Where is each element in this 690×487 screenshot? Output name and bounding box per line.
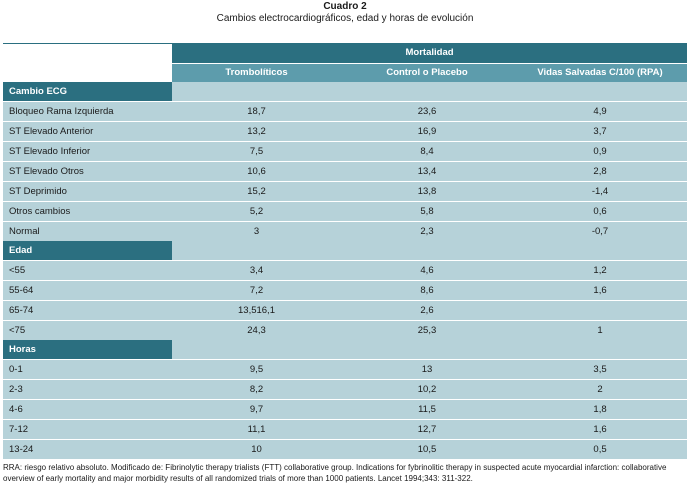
table-row <box>3 360 687 380</box>
row-label: ST Elevado Anterior <box>3 122 172 142</box>
row-label: 7-12 <box>3 420 172 440</box>
table-cell: -0,7 <box>513 222 687 242</box>
table-subtitle: Cambios electrocardiográficos, edad y horas de evolución <box>216 13 474 24</box>
table-cell: 13,2 <box>172 122 341 142</box>
table-cell: 10,5 <box>341 440 513 460</box>
table-cell: 1 <box>513 321 687 341</box>
table-cell: 10,6 <box>172 162 341 182</box>
table-cell: 8,4 <box>341 142 513 162</box>
table-cell: 3,5 <box>513 360 687 380</box>
table-row <box>3 162 687 182</box>
table-cell: 13,8 <box>341 182 513 202</box>
mortality-header: Mortalidad <box>172 44 687 63</box>
section-title: Cambio ECG <box>3 82 172 102</box>
row-label: <75 <box>3 321 172 341</box>
table-cell: 1,6 <box>513 420 687 440</box>
table-cell: 4,9 <box>513 102 687 122</box>
row-label: <55 <box>3 261 172 281</box>
table-title: Cuadro 2 <box>323 1 367 12</box>
table-cell: 9,5 <box>172 360 341 380</box>
table-row <box>3 122 687 142</box>
table-cell: 13,516,1 <box>172 301 341 321</box>
table-cell: 23,6 <box>341 102 513 122</box>
table-cell: 1,6 <box>513 281 687 301</box>
column-header-tromboliticos: Trombolíticos <box>172 63 341 82</box>
section-fill <box>172 82 687 102</box>
table-cell: 5,2 <box>172 202 341 222</box>
footnote: RRA: riesgo relativo absoluto. Modificado de: Fibrinolytic therapy trialists (FTT) collaborative group. Indications for fybrinolitic therapy in suspected acute myocardial infarction: collaborative overview of early mortality and major morbidity results of all randomized trials of more than 1000 patients. Lancet 1994;343: 311-322. <box>3 463 667 483</box>
row-label: ST Elevado Inferior <box>3 142 172 162</box>
table-cell: 2,8 <box>513 162 687 182</box>
table-cell: 24,3 <box>172 321 341 341</box>
table-cell: 7,5 <box>172 142 341 162</box>
table-cell: 11,1 <box>172 420 341 440</box>
table-body <box>3 82 687 459</box>
row-label: ST Deprimido <box>3 182 172 202</box>
table-cell: 0,6 <box>513 202 687 222</box>
column-header-vidas-salvadas: Vidas Salvadas C/100 (RPA) <box>513 63 687 82</box>
table-row <box>3 380 687 400</box>
section-header-row <box>3 82 687 102</box>
table-cell: 12,7 <box>341 420 513 440</box>
table-cell: 13 <box>341 360 513 380</box>
column-header-control: Control o Placebo <box>341 63 513 82</box>
section-header-row <box>3 340 687 360</box>
table-cell: 25,3 <box>341 321 513 341</box>
table-cell: 5,8 <box>341 202 513 222</box>
table-row <box>3 400 687 420</box>
section-title: Edad <box>3 241 172 261</box>
table-cell: 1,2 <box>513 261 687 281</box>
table-row <box>3 281 687 301</box>
table-cell: 1,8 <box>513 400 687 420</box>
table-row <box>3 202 687 222</box>
table-cell: -1,4 <box>513 182 687 202</box>
table-cell: 13,4 <box>341 162 513 182</box>
header-blank-cell <box>3 44 172 63</box>
table-cell: 3 <box>172 222 341 242</box>
table-cell: 10 <box>172 440 341 460</box>
table-cell: 8,2 <box>172 380 341 400</box>
table-cell: 0,5 <box>513 440 687 460</box>
table-cell: 11,5 <box>341 400 513 420</box>
table-cell: 8,6 <box>341 281 513 301</box>
section-fill <box>172 241 687 261</box>
section-fill <box>172 340 687 360</box>
table-cell <box>513 301 687 321</box>
table-cell: 3,4 <box>172 261 341 281</box>
table-cell: 0,9 <box>513 142 687 162</box>
table-row <box>3 182 687 202</box>
table-cell: 15,2 <box>172 182 341 202</box>
section-header-row <box>3 241 687 261</box>
header-blank-cell <box>3 63 172 82</box>
table-cell: 2,3 <box>341 222 513 242</box>
table-row <box>3 261 687 281</box>
table-cell: 9,7 <box>172 400 341 420</box>
table-row <box>3 440 687 460</box>
row-label: 13-24 <box>3 440 172 460</box>
table-row <box>3 420 687 440</box>
row-label: 4-6 <box>3 400 172 420</box>
row-label: 55-64 <box>3 281 172 301</box>
row-label: 2-3 <box>3 380 172 400</box>
header-columns-row <box>3 63 687 82</box>
table-cell: 7,2 <box>172 281 341 301</box>
table-cell: 16,9 <box>341 122 513 142</box>
section-title: Horas <box>3 340 172 360</box>
table-row <box>3 142 687 162</box>
table-cell: 10,2 <box>341 380 513 400</box>
table-row <box>3 222 687 242</box>
table-cell: 4,6 <box>341 261 513 281</box>
row-label: ST Elevado Otros <box>3 162 172 182</box>
row-label: Normal <box>3 222 172 242</box>
table-cell: 18,7 <box>172 102 341 122</box>
header-group-row <box>3 44 687 63</box>
table-cell: 2,6 <box>341 301 513 321</box>
row-label: 65-74 <box>3 301 172 321</box>
table-cell: 2 <box>513 380 687 400</box>
row-label: Bloqueo Rama Izquierda <box>3 102 172 122</box>
table-cell: 3,7 <box>513 122 687 142</box>
row-label: Otros cambios <box>3 202 172 222</box>
table-row <box>3 102 687 122</box>
table-row <box>3 301 687 321</box>
row-label: 0-1 <box>3 360 172 380</box>
mortality-table <box>3 44 687 459</box>
table-row <box>3 321 687 341</box>
